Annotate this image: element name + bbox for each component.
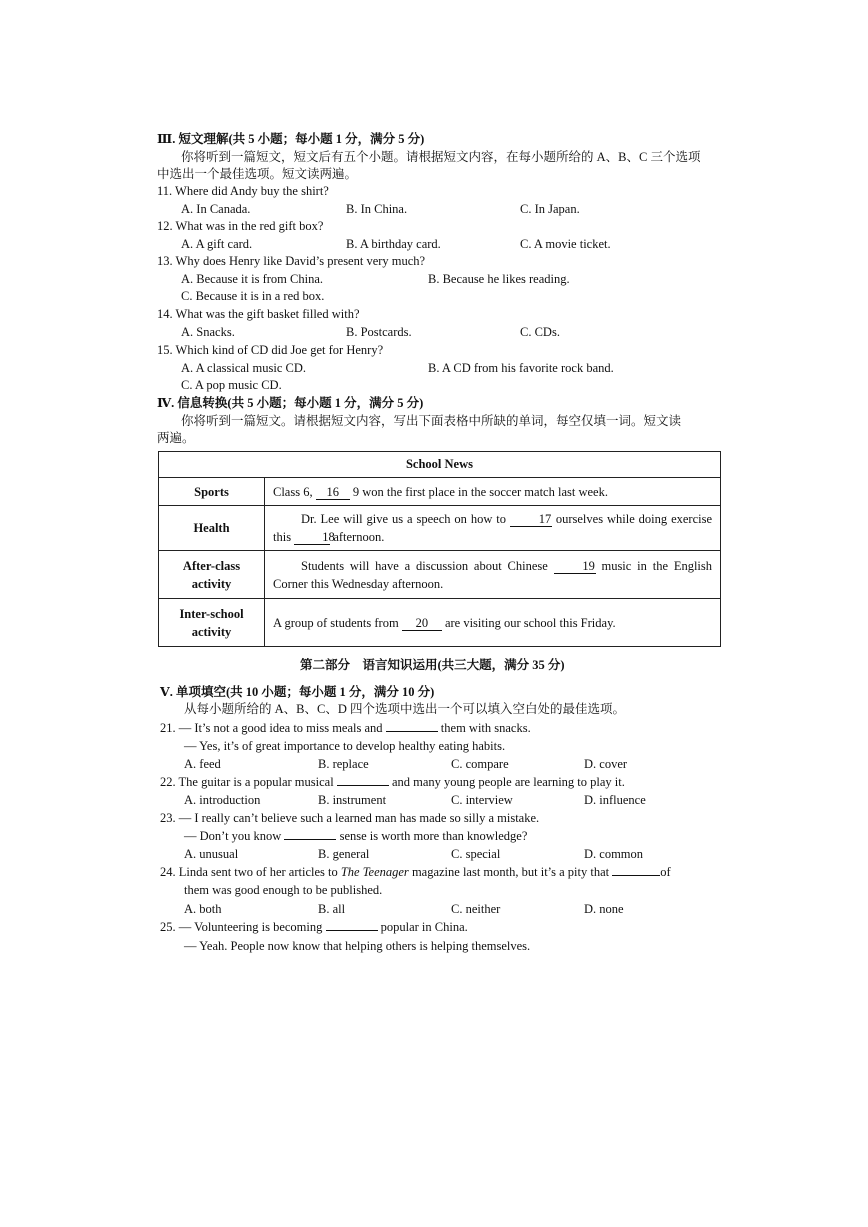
content-inter-school [265, 599, 721, 647]
q25-text-pre: 25. — Volunteering is becoming [160, 920, 323, 934]
table-row-health [159, 506, 721, 551]
section3-instruction-cont: 中选出一个最佳选项。短文读两遍。 [157, 167, 358, 181]
label-after-class-line2: activity [191, 576, 232, 591]
blank-17[interactable]: 17 [510, 512, 552, 527]
blank-20[interactable]: 20 [402, 616, 442, 631]
q25-text-post: popular in China. [380, 920, 468, 934]
label-inter-school-line2: activity [191, 624, 232, 639]
q23-text-pre: — Don’t you know [184, 829, 282, 843]
part2-title: 第二部分 语言知识运用(共三大题，满分 35 分) [300, 658, 565, 672]
question-14: 14. What was the gift basket filled with? [157, 307, 360, 321]
q21-text-post: them with snacks. [440, 721, 531, 735]
question-25-line2: — Yeah. People now know that helping others is helping themselves. [184, 939, 531, 953]
question-15: 15. Which kind of CD did Joe get for Henry? [157, 343, 384, 357]
q21-text-pre: 21. — It’s not a good idea to miss meals and [160, 721, 383, 735]
sports-text-post: 9 won the first place in the soccer match last week. [352, 484, 608, 499]
label-sports: Sports [159, 478, 265, 506]
q24-text-post: of [660, 865, 671, 879]
question-21-line2: — Yes, it’s of great importance to develop healthy eating habits. [184, 739, 506, 753]
label-inter-school-line1: Inter-school [179, 606, 244, 621]
content-sports [265, 478, 721, 506]
table-row-inter-school [159, 599, 721, 647]
option-12a: A. A gift card. [181, 237, 253, 251]
blank-19[interactable]: 19 [554, 559, 596, 574]
blank-q23[interactable] [284, 839, 336, 840]
option-24b: B. all [318, 902, 346, 916]
option-23d: D. common [584, 847, 644, 861]
question-11: 11. Where did Andy buy the shirt? [157, 184, 329, 198]
question-24-line1 [160, 864, 671, 881]
option-15a: A. A classical music CD. [181, 361, 306, 375]
question-25-line1 [160, 919, 468, 936]
question-13: 13. Why does Henry like David’s present very much? [157, 254, 426, 268]
table-header: School News [159, 452, 721, 478]
blank-q22[interactable] [337, 785, 389, 786]
option-22d: D. influence [584, 793, 646, 807]
inter-text-post: are visiting our school this Friday. [444, 615, 616, 630]
option-12c: C. A movie ticket. [520, 237, 611, 251]
content-health [265, 506, 721, 551]
option-23b: B. general [318, 847, 370, 861]
inter-text-pre: A group of students from [273, 615, 399, 630]
question-22 [160, 774, 625, 791]
health-text-mid: ourselves while doing exercise this [273, 512, 713, 544]
option-11b: B. In China. [346, 202, 408, 216]
option-14a: A. Snacks. [181, 325, 235, 339]
blank-q25[interactable] [326, 930, 378, 931]
section5-title: Ⅴ. 单项填空(共 10 小题；每小题 1 分，满分 10 分) [160, 685, 435, 699]
option-11c: C. In Japan. [520, 202, 580, 216]
label-after-class-line1: After-class [182, 558, 241, 573]
section3-instruction: 你将听到一篇短文，短文后有五个小题。请根据短文内容，在每小题所给的 A、B、C 三个选项 [181, 150, 701, 164]
sports-text-pre: Class 6, [273, 484, 313, 499]
blank-q24[interactable] [612, 875, 660, 876]
question-23-line2 [184, 828, 527, 845]
question-21-line1 [160, 720, 531, 737]
school-news-table [158, 451, 721, 647]
blank-18[interactable]: 18 [294, 530, 330, 545]
option-15b: B. A CD from his favorite rock band. [428, 361, 614, 375]
option-21b: B. replace [318, 757, 369, 771]
option-24c: C. neither [451, 902, 501, 916]
option-24a: A. both [184, 902, 222, 916]
q22-text-post: and many young people are learning to play it. [391, 775, 625, 789]
section5-instruction: 从每小题所给的 A、B、C、D 四个选项中选出一个可以填入空白处的最佳选项。 [184, 702, 625, 716]
table-row-after-class [159, 551, 721, 599]
q24-text-pre: 24. Linda sent two of her articles to [160, 865, 338, 879]
option-11a: A. In Canada. [181, 202, 251, 216]
option-13c: C. Because it is in a red box. [181, 289, 325, 303]
option-21c: C. compare [451, 757, 509, 771]
blank-16[interactable]: 16 [316, 485, 350, 500]
section4-instruction-cont: 两遍。 [157, 431, 195, 445]
option-21a: A. feed [184, 757, 221, 771]
option-14c: C. CDs. [520, 325, 560, 339]
health-text-pre: Dr. Lee will give us a speech on how to [301, 512, 507, 526]
blank-q21[interactable] [386, 731, 438, 732]
q23-text-post: sense is worth more than knowledge? [339, 829, 528, 843]
option-13a: A. Because it is from China. [181, 272, 323, 286]
label-after-class [159, 551, 265, 599]
question-24-line2: them was good enough to be published. [184, 883, 383, 897]
option-24d: D. none [584, 902, 624, 916]
option-22a: A. introduction [184, 793, 261, 807]
q24-magazine-title: The Teenager [340, 865, 409, 879]
health-text-post: afternoon. [333, 530, 385, 544]
option-21d: D. cover [584, 757, 628, 771]
label-inter-school [159, 599, 265, 647]
after-text-pre: Students will have a discussion about Chinese [301, 558, 548, 573]
q22-text-pre: 22. The guitar is a popular musical [160, 775, 334, 789]
section4-title: Ⅳ. 信息转换(共 5 小题；每小题 1 分，满分 5 分) [157, 396, 424, 410]
content-after-class [265, 551, 721, 599]
option-12b: B. A birthday card. [346, 237, 441, 251]
section3-title: Ⅲ. 短文理解(共 5 小题；每小题 1 分，满分 5 分) [157, 132, 425, 146]
option-14b: B. Postcards. [346, 325, 412, 339]
option-13b: B. Because he likes reading. [428, 272, 570, 286]
label-health: Health [159, 506, 265, 551]
q24-text-mid: magazine last month, but it’s a pity that [411, 865, 610, 879]
option-22b: B. instrument [318, 793, 387, 807]
option-15c: C. A pop music CD. [181, 378, 282, 392]
section4-instruction: 你将听到一篇短文。请根据短文内容，写出下面表格中所缺的单词，每空仅填一词。短文读 [181, 414, 682, 428]
table-row-sports [159, 478, 721, 506]
question-23-line1: 23. — I really can’t believe such a learned man has made so silly a mistake. [160, 811, 540, 825]
option-23c: C. special [451, 847, 501, 861]
question-12: 12. What was in the red gift box? [157, 219, 324, 233]
option-23a: A. unusual [184, 847, 239, 861]
after-text-post: music in the English Corner this Wednesday afternoon. [273, 558, 713, 591]
option-22c: C. interview [451, 793, 513, 807]
